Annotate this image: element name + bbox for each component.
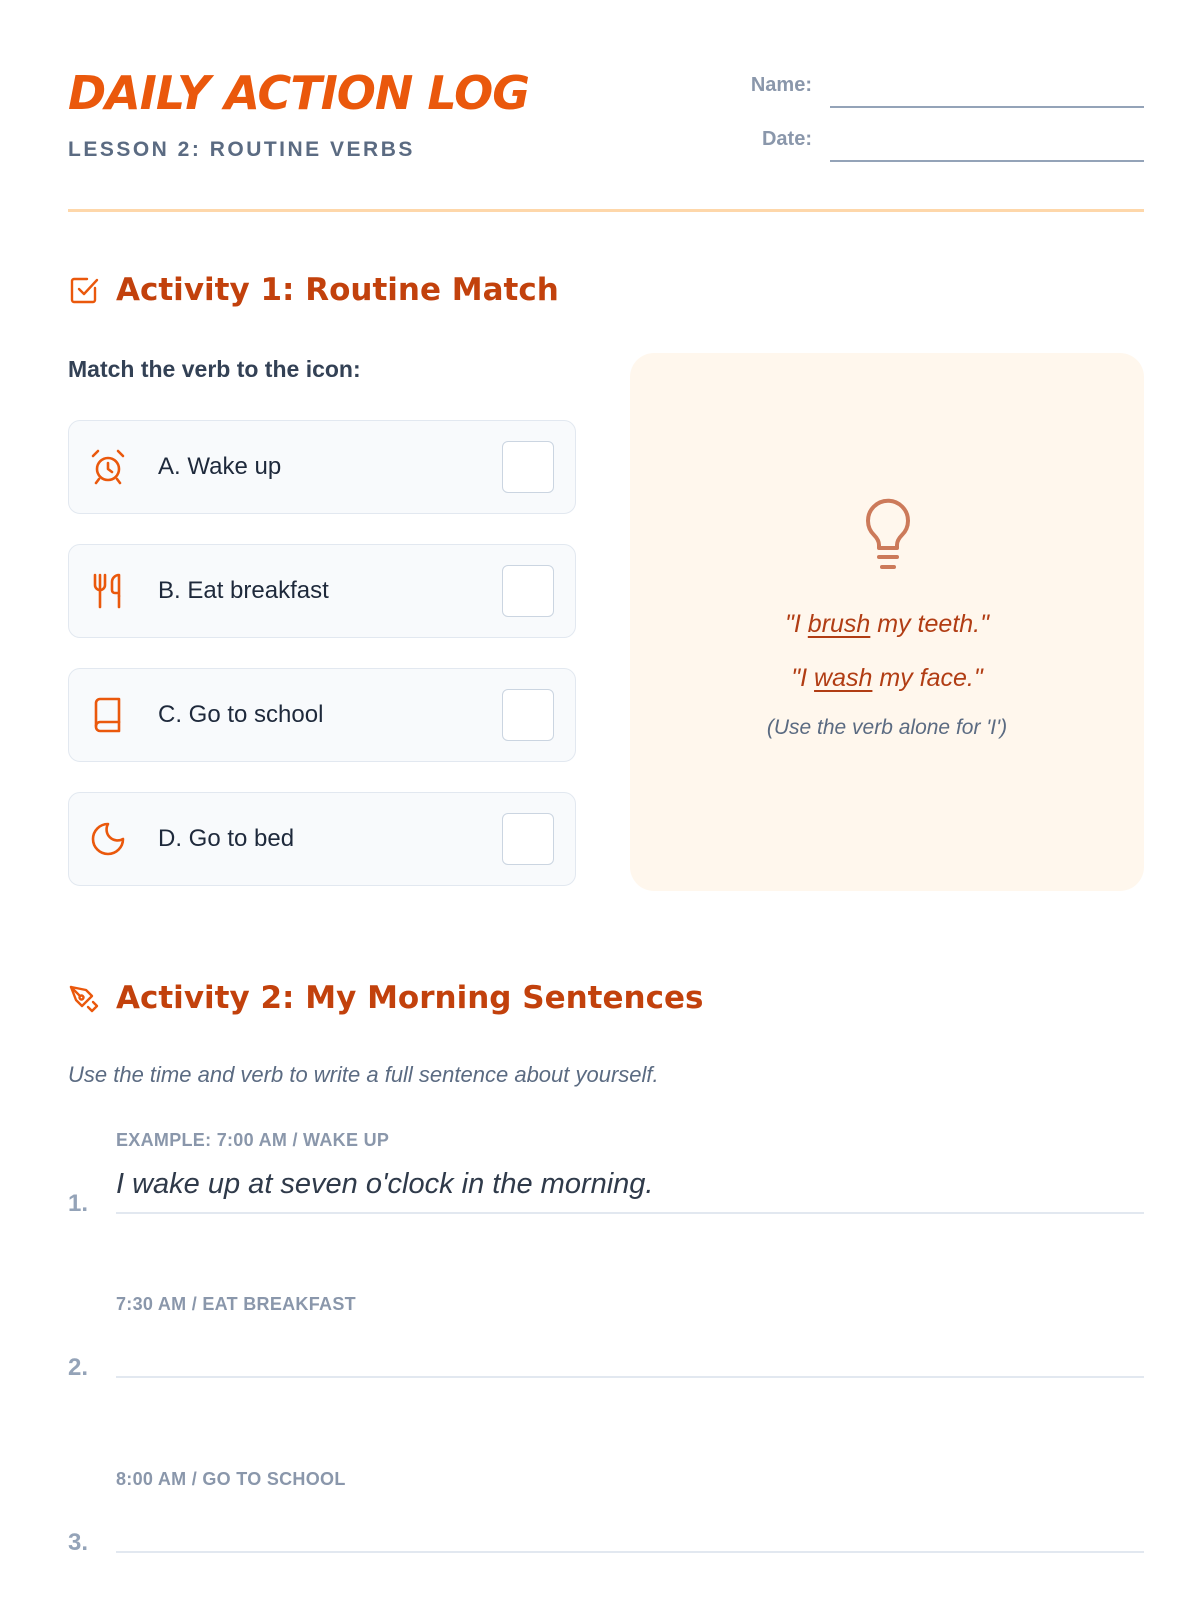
worksheet-page [68, 0, 1144, 1600]
match-item-label: D. Go to bed [158, 825, 295, 852]
answer-box[interactable] [502, 689, 554, 741]
match-item-wake-up [68, 420, 576, 514]
lightbulb-icon [862, 497, 914, 575]
tip-example-2-pre: "I [791, 664, 815, 692]
activity1-title: Activity 1: Routine Match [116, 272, 559, 308]
sentence-prompt: 8:00 AM / GO TO SCHOOL [116, 1469, 346, 1489]
tip-note: (Use the verb alone for 'I') [766, 716, 1008, 739]
sentence-number: 2. [68, 1354, 89, 1381]
tip-example-2-post: my face." [872, 664, 983, 692]
sentence-number: 1. [68, 1190, 89, 1217]
header [68, 62, 1144, 212]
tip-example-1 [630, 610, 1144, 639]
activity2-heading [68, 976, 703, 1020]
match-item-go-to-school [68, 668, 576, 762]
tip-example-1-pre: "I [785, 610, 808, 638]
answer-box[interactable] [502, 441, 554, 493]
match-instruction: Match the verb to the icon: [68, 356, 361, 382]
tip-example-2 [630, 664, 1144, 693]
writing-line[interactable] [116, 1376, 1144, 1378]
date-field[interactable] [738, 120, 1144, 166]
name-field[interactable] [738, 66, 1144, 112]
checkbox-icon [68, 274, 100, 306]
activity2-title: Activity 2: My Morning Sentences [116, 980, 704, 1016]
tip-example-1-verb: brush [807, 610, 871, 638]
activity1-heading [68, 268, 559, 312]
sentence-row [68, 1469, 1144, 1569]
pen-icon [68, 982, 100, 1014]
alarm-clock-icon [89, 448, 127, 486]
match-item-eat-breakfast [68, 544, 576, 638]
sentence-prompt: 7:30 AM / EAT BREAKFAST [116, 1294, 356, 1314]
sentence-prompt: EXAMPLE: 7:00 AM / WAKE UP [116, 1130, 390, 1150]
sentence-answer: I wake up at seven o'clock in the morning. [116, 1168, 654, 1200]
match-item-label: C. Go to school [158, 701, 324, 728]
match-list [68, 420, 578, 916]
name-line[interactable] [830, 106, 1144, 108]
answer-box[interactable] [502, 813, 554, 865]
match-item-label: A. Wake up [158, 453, 282, 480]
tip-example-2-verb: wash [814, 664, 873, 692]
answer-box[interactable] [502, 565, 554, 617]
name-label: Name: [750, 74, 812, 96]
date-label: Date: [761, 128, 812, 150]
header-divider [68, 209, 1144, 212]
writing-line[interactable] [116, 1551, 1144, 1553]
page-subtitle: LESSON 2: ROUTINE VERBS [68, 138, 415, 161]
sentence-number: 3. [68, 1529, 89, 1556]
sentence-instruction: Use the time and verb to write a full sentence about yourself. [68, 1062, 659, 1087]
book-icon [89, 696, 127, 734]
tip-example-1-post: my teeth." [870, 610, 989, 638]
moon-icon [89, 820, 127, 858]
sentence-row [68, 1130, 1144, 1230]
sentence-row [68, 1294, 1144, 1394]
writing-line [116, 1212, 1144, 1214]
match-item-go-to-bed [68, 792, 576, 886]
date-line[interactable] [830, 160, 1144, 162]
page-title: DAILY ACTION LOG [68, 66, 529, 120]
match-item-label: B. Eat breakfast [158, 577, 329, 604]
grammar-tip-card [630, 353, 1144, 891]
utensils-icon [89, 572, 127, 610]
